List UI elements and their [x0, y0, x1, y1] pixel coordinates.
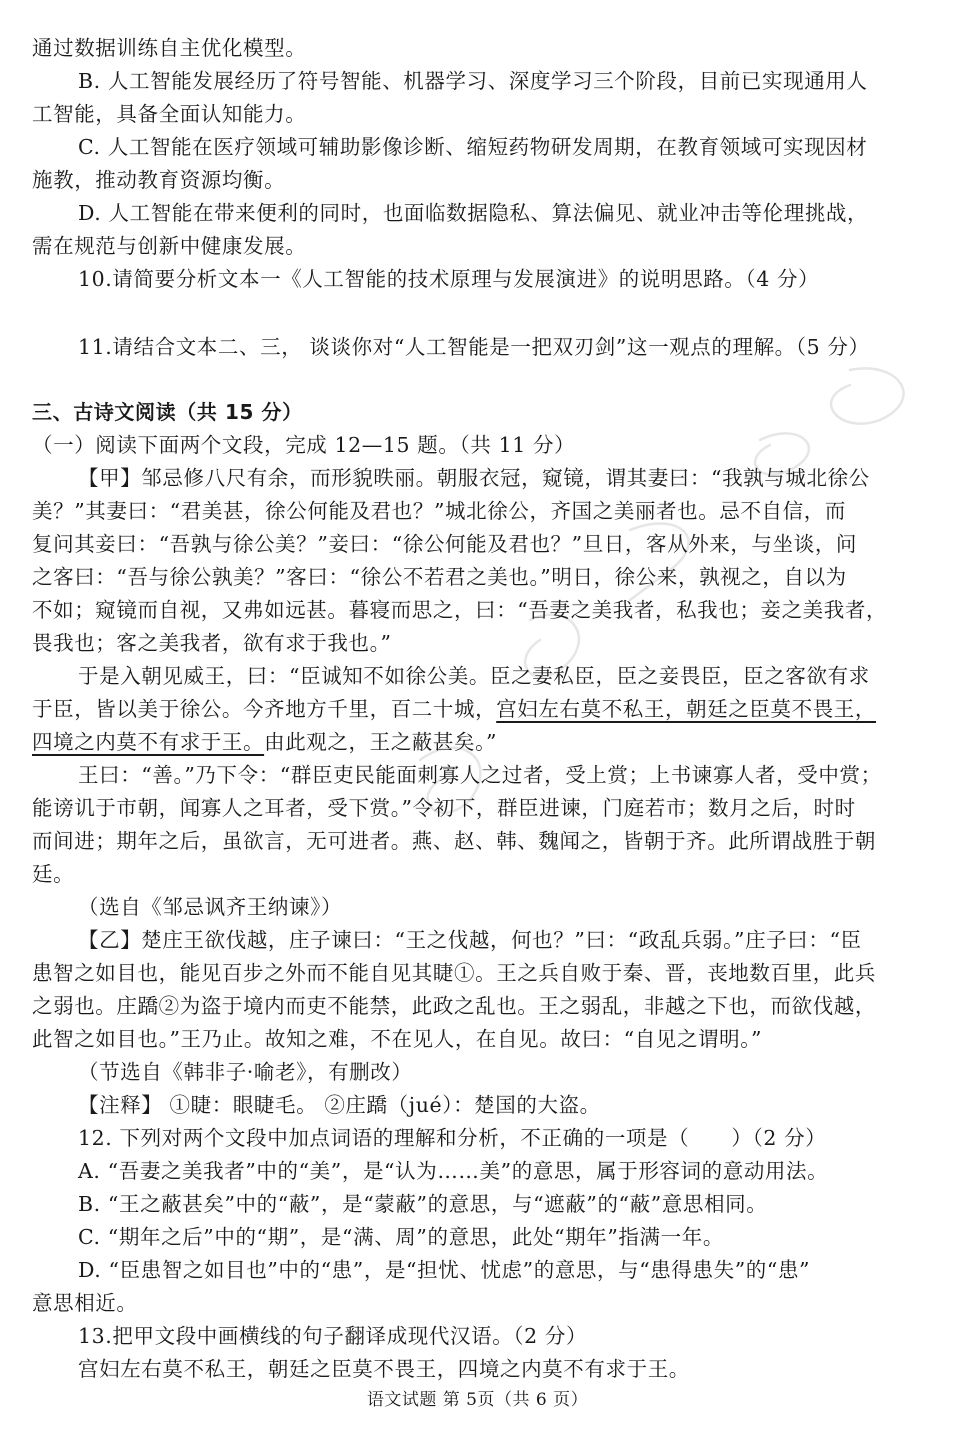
- section-three-heading: 三、古诗文阅读（共 15 分）: [32, 400, 303, 424]
- underlined-sentence-part-1: 宫妇左右莫不私王，朝廷之臣莫不畏王，: [496, 697, 877, 721]
- passage-jia-line-6: 畏我也；客之美我者，欲有求于我也。”: [32, 631, 392, 655]
- page-footer: 语文试题 第 5页（共 6 页）: [366, 1390, 589, 1410]
- question-12-option-d-line-1: D. “臣患智之如目也”中的“患”，是“担忧、忧虑”的意思，与“患得患失”的“患”: [78, 1258, 811, 1282]
- subsection-one-instructions: （一）阅读下面两个文段，完成 12—15 题。（共 11 分）: [32, 433, 576, 457]
- option-c-line-1: C. 人工智能在医疗领域可辅助影像诊断、缩短药物研发周期，在教育领域可实现因材: [78, 135, 868, 159]
- passage-jia-line-1: 【甲】邹忌修八尺有余，而形貌昳丽。朝服衣冠，窥镜，谓其妻曰：“我孰与城北徐公: [78, 466, 870, 490]
- question-12-option-d-line-2: 意思相近。: [32, 1291, 138, 1315]
- question-12-option-a: A. “吾妻之美我者”中的“美”，是“认为……美”的意思，属于形容词的意动用法。: [78, 1159, 829, 1183]
- passage-jia-line-10: 王曰：“善。”乃下令：“群臣吏民能面刺寡人之过者，受上赏；上书谏寡人者，受中赏；: [78, 763, 882, 787]
- option-b-line-2: 工智能，具备全面认知能力。: [32, 102, 307, 126]
- passage-jia-line-8-plain: 于臣，皆以美于徐公。今齐地方千里，百二十城，: [32, 697, 497, 721]
- passage-yi-line-1: 【乙】楚庄王欲伐越，庄子谏曰：“王之伐越，何也？”曰：“政乱兵弱。”庄子曰：“臣: [78, 928, 862, 952]
- passage-jia-line-9: [32, 728, 497, 756]
- question-12: 12. 下列对两个文段中加点词语的理解和分析，不正确的一项是（ ）（2 分）: [78, 1126, 827, 1150]
- option-d-line-1: D. 人工智能在带来便利的同时，也面临数据隐私、算法偏见、就业冲击等伦理挑战，: [78, 201, 869, 225]
- passage-jia-line-4: 之客曰：“吾与徐公孰美？”客曰：“徐公不若君之美也。”明日，徐公来，孰视之，自以为: [32, 565, 847, 589]
- passage-jia-source: （选自《邹忌讽齐王纳谏》）: [78, 895, 343, 919]
- passage-yi-source: （节选自《韩非子·喻老》，有删改）: [78, 1060, 413, 1084]
- passage-jia-line-8: [32, 695, 876, 723]
- question-11: 11.请结合文本二、三， 谈谈你对“人工智能是一把双刃剑”这一观点的理解。（5 分）: [78, 335, 870, 359]
- passage-jia-line-13: 廷。: [32, 862, 75, 886]
- passage-jia-line-5: 不如；窥镜而自视，又弗如远甚。暮寝而思之，曰：“吾妻之美我者，私我也；妾之美我者，: [32, 598, 888, 622]
- passage-jia-line-7: 于是入朝见威王，曰：“臣诚知不如徐公美。臣之妻私臣，臣之妾畏臣，臣之客欲有求: [78, 664, 870, 688]
- question-12-option-b: B. “王之蔽甚矣”中的“蔽”，是“蒙蔽”的意思，与“遮蔽”的“蔽”意思相同。: [78, 1192, 768, 1216]
- question-12-option-c: C. “期年之后”中的“期”，是“满、周”的意思，此处“期年”指满一年。: [78, 1225, 724, 1249]
- underlined-sentence-part-2: 四境之内莫不有求于王。: [32, 730, 265, 754]
- passage-yi-line-2: 患智之如目也，能见百步之外而不能自见其睫①。王之兵自败于秦、晋，丧地数百里，此兵: [32, 961, 876, 985]
- passage-jia-line-9-plain: 由此观之，王之蔽甚矣。”: [264, 730, 498, 754]
- passage-yi-line-3: 之弱也。庄蹻②为盗于境内而吏不能禁，此政之乱也。王之弱乱，非越之下也，而欲伐越，: [32, 994, 876, 1018]
- passage-jia-line-3: 复问其妾曰：“吾孰与徐公美？”妾曰：“徐公何能及君也？”旦日，客从外来，与坐谈，问: [32, 532, 858, 556]
- annotation-notes: 【注释】 ①睫：眼睫毛。 ②庄蹻（jué）：楚国的大盗。: [78, 1093, 601, 1117]
- passage-jia-line-12: 而间进；期年之后，虽欲言，无可进者。燕、赵、韩、魏闻之，皆朝于齐。此所谓战胜于朝: [32, 829, 876, 853]
- option-a-continued: 通过数据训练自主优化模型。: [32, 36, 307, 60]
- passage-jia-line-2: 美？”其妻曰：“君美甚，徐公何能及君也？”城北徐公，齐国之美丽者也。忌不自信，而: [32, 499, 846, 523]
- question-10: 10.请简要分析文本一《人工智能的技术原理与发展演进》的说明思路。（4 分）: [78, 267, 820, 291]
- question-13: 13.把甲文段中画横线的句子翻译成现代汉语。（2 分）: [78, 1324, 588, 1348]
- passage-jia-line-11: 能谤讥于市朝，闻寡人之耳者，受下赏。”令初下，群臣进谏，门庭若市；数月之后，时时: [32, 796, 856, 820]
- passage-yi-line-4: 此智之如目也。”王乃止。故知之难，不在见人，在自见。故曰：“自见之谓明。”: [32, 1027, 763, 1051]
- option-b-line-1: B. 人工智能发展经历了符号智能、机器学习、深度学习三个阶段，目前已实现通用人: [78, 69, 868, 93]
- option-d-line-2: 需在规范与创新中健康发展。: [32, 234, 307, 258]
- question-13-sentence: 宫妇左右莫不私王，朝廷之臣莫不畏王，四境之内莫不有求于王。: [78, 1357, 690, 1381]
- option-c-line-2: 施教，推动教育资源均衡。: [32, 168, 286, 192]
